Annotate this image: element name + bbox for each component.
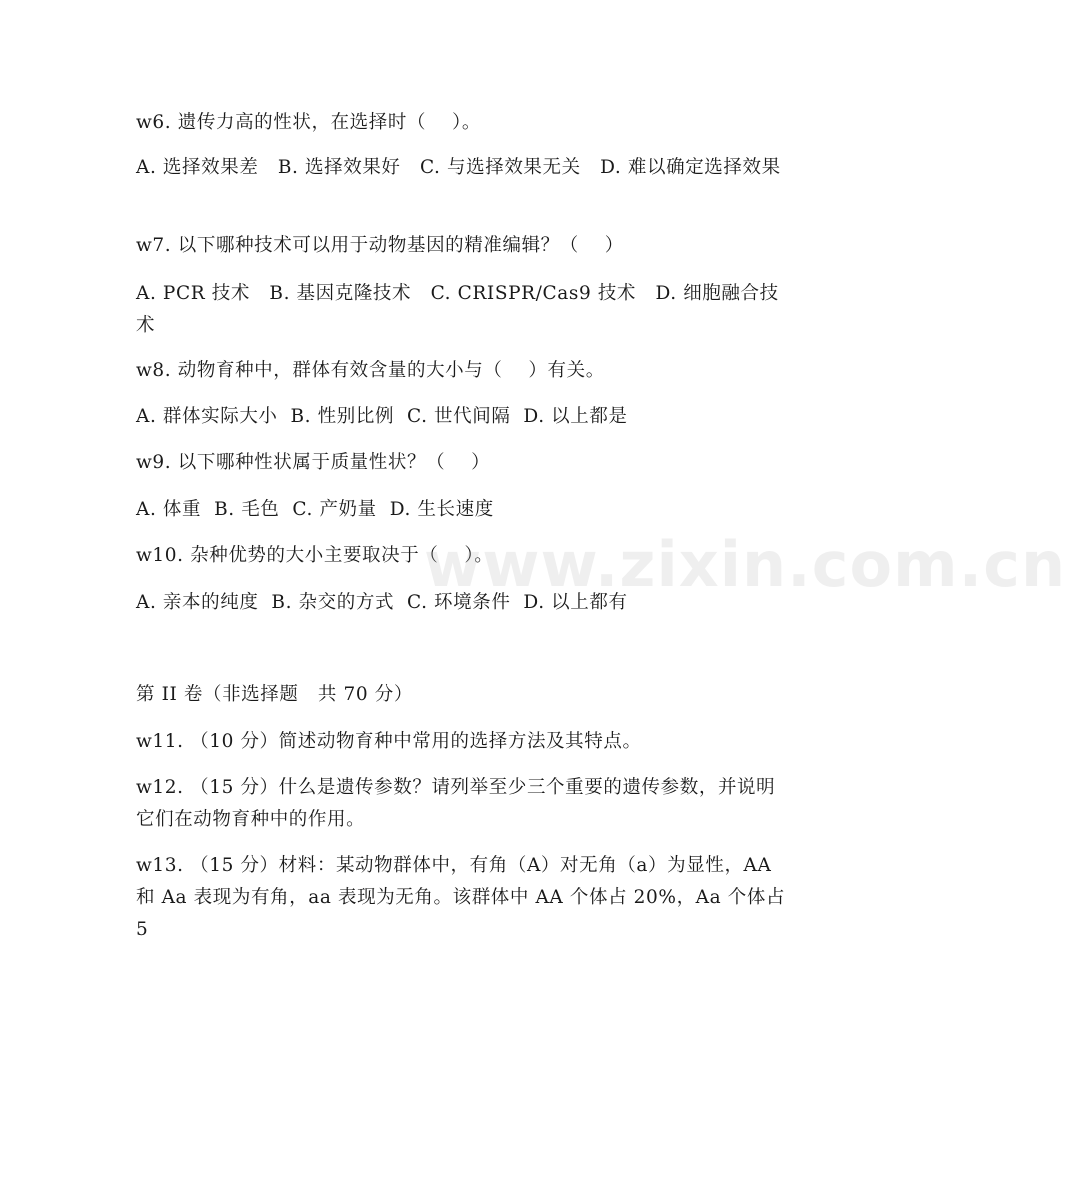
question-12: w12. （15 分）什么是遗传参数？请列举至少三个重要的遗传参数，并说明它们在动物育种中的作用。 xyxy=(136,777,776,830)
question-13: w13. （15 分）材料：某动物群体中，有角（A）对无角（a）为显性，AA 和 Aa 表现为有角，aa 表现为无角。该群体中 AA 个体占 20%，Aa 个体占 5 xyxy=(136,855,792,940)
question-8-stem: w8. 动物育种中，群体有效含量的大小与（ ）有关。 xyxy=(136,360,605,381)
watermark: www.zixin.com.cn xyxy=(424,528,1066,601)
question-10-options: A. 亲本的纯度 B. 杂交的方式 C. 环境条件 D. 以上都有 xyxy=(136,592,628,613)
question-8-options: A. 群体实际大小 B. 性别比例 C. 世代间隔 D. 以上都是 xyxy=(136,406,628,427)
question-11: w11. （10 分）简述动物育种中常用的选择方法及其特点。 xyxy=(136,731,642,752)
question-10-stem: w10. 杂种优势的大小主要取决于（ ）。 xyxy=(136,545,494,566)
question-9-stem: w9. 以下哪种性状属于质量性状？（ ） xyxy=(136,452,491,473)
section-2-heading: 第 II 卷（非选择题 共 70 分） xyxy=(136,684,413,705)
question-9-options: A. 体重 B. 毛色 C. 产奶量 D. 生长速度 xyxy=(136,499,494,520)
question-7-stem: w7. 以下哪种技术可以用于动物基因的精准编辑？（ ） xyxy=(136,235,624,256)
question-7-options: A. PCR 技术 B. 基因克隆技术 C. CRISPR/Cas9 技术 D. 细胞融合技术 xyxy=(136,283,779,336)
question-6-options: A. 选择效果差 B. 选择效果好 C. 与选择效果无关 D. 难以确定选择效果 xyxy=(136,157,781,178)
question-6-stem: w6. 遗传力高的性状，在选择时（ ）。 xyxy=(136,112,481,133)
